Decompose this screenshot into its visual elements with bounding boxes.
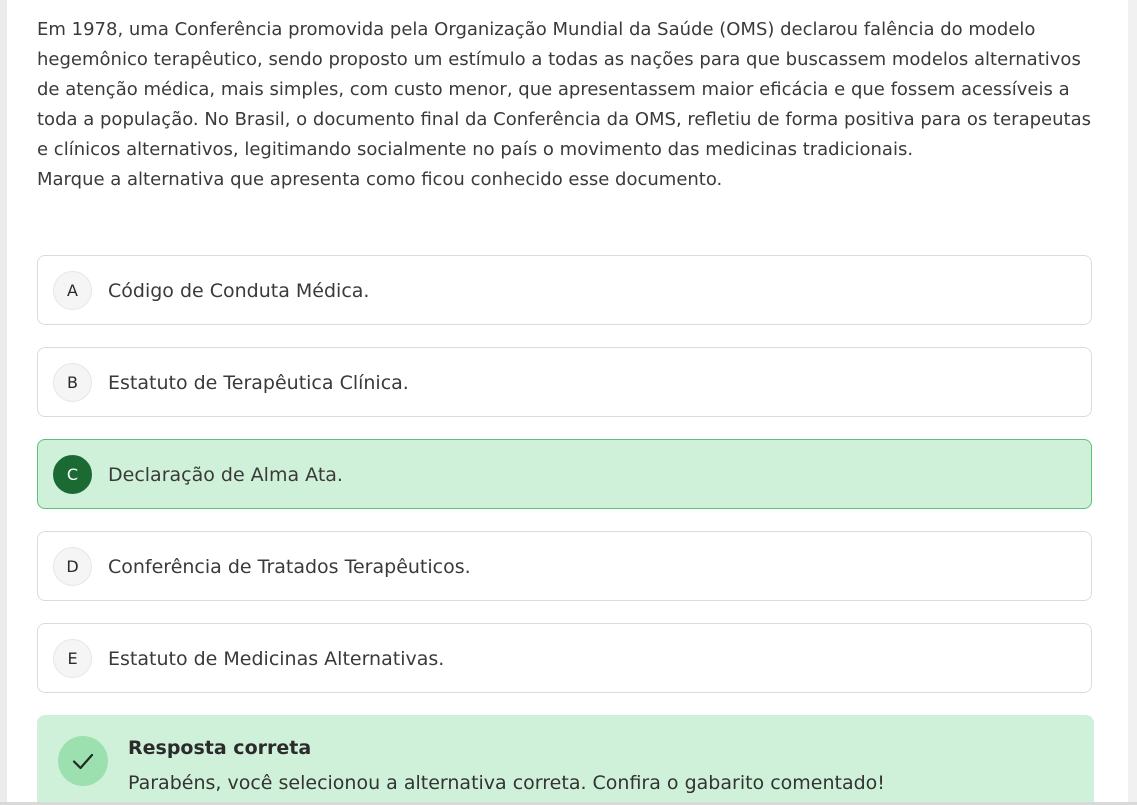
question-text: Em 1978, uma Conferência promovida pela Organização Mundial da Saúde (OMS) declarou falência do modelo hegemônico terapêutico, sendo proposto um estímulo a todas as nações para que buscassem modelos alternativos de atenção médica, mais simples, com custo menor, que apresentassem maior eficácia e que fossem acessíveis a toda a população. No Brasil, o documento final da Conferência da OMS, refletiu de forma positiva para os terapeutas e clínicos alternativos, legitimando socialmente no país o movimento das medicinas tradicionais. xyxy=(37,19,1091,160)
option-text-a: Código de Conduta Médica. xyxy=(108,280,370,302)
scroll-gutter xyxy=(1128,0,1137,802)
option-d[interactable] xyxy=(37,531,1092,601)
question-statement xyxy=(37,15,1102,195)
option-text-d: Conferência de Tratados Terapêuticos. xyxy=(108,556,471,578)
feedback-message: Parabéns, você selecionou a alternativa correta. Confira o gabarito comentado! xyxy=(128,772,885,794)
option-letter-e: E xyxy=(53,639,92,678)
option-a[interactable] xyxy=(37,255,1092,325)
feedback-title: Resposta correta xyxy=(128,737,312,759)
question-card xyxy=(7,0,1128,802)
check-icon xyxy=(58,736,108,786)
option-c[interactable] xyxy=(37,439,1092,509)
feedback-panel xyxy=(37,715,1094,802)
option-letter-d: D xyxy=(53,547,92,586)
question-prompt: Marque a alternativa que apresenta como ficou conhecido esse documento. xyxy=(37,169,723,190)
option-b[interactable] xyxy=(37,347,1092,417)
option-letter-c: C xyxy=(53,455,92,494)
option-letter-b: B xyxy=(53,363,92,402)
option-text-c: Declaração de Alma Ata. xyxy=(108,464,343,486)
option-letter-a: A xyxy=(53,271,92,310)
option-text-e: Estatuto de Medicinas Alternativas. xyxy=(108,648,445,670)
option-text-b: Estatuto de Terapêutica Clínica. xyxy=(108,372,409,394)
option-e[interactable] xyxy=(37,623,1092,693)
